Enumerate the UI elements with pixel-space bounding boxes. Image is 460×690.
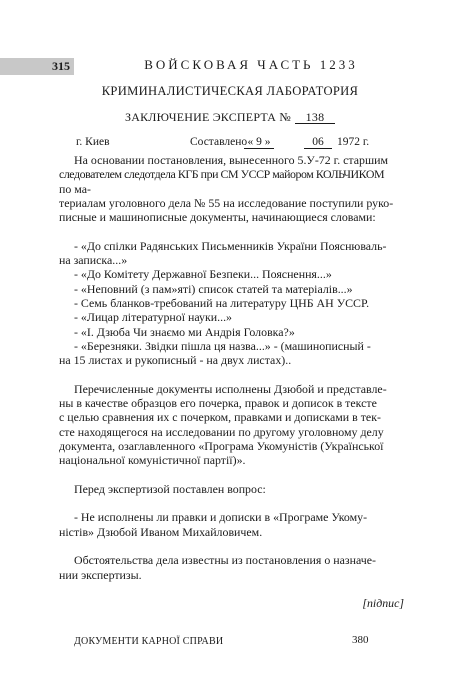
footer-title: ДОКУМЕНТИ КАРНОЇ СПРАВИ <box>74 636 224 647</box>
conclusion-heading <box>0 110 460 125</box>
spacer <box>59 539 404 553</box>
date-year: 1972 г. <box>337 136 370 148</box>
page-number: 315 <box>52 59 70 73</box>
para2-line: с целью сравнения их с почерком, правками и дописками в тек- <box>59 410 381 425</box>
intro-line: по ма- <box>59 181 91 196</box>
body-text <box>59 153 404 611</box>
date-month: 06 <box>304 136 332 149</box>
intro-line: На основании постановления, вынесенного 5.У-72 г. старшим <box>74 153 389 167</box>
list-line: на 15 листах и рукописный - на двух листах).. <box>59 353 292 368</box>
signature: [підпис] <box>362 596 404 611</box>
intro-line: следователем следотдела КГБ при СМ УССР майором КОЛЬЧИКОМ <box>59 167 385 182</box>
conclusion-label: ЗАКЛЮЧЕНИЕ ЭКСПЕРТА № <box>125 110 291 124</box>
city: г. Киев <box>76 136 110 148</box>
spacer <box>59 367 404 381</box>
unit-heading: ВОЙСКОВАЯ ЧАСТЬ 1233 <box>144 57 358 72</box>
spacer <box>59 582 404 596</box>
para2-line: національної комуністичної партії)». <box>59 453 246 468</box>
list-line: - «Лицар літературної науки...» <box>74 310 232 325</box>
spacer <box>59 224 404 238</box>
list-line: - Семь бланков-требований на литературу ЦНБ АН УССР. <box>74 295 370 310</box>
circumstances-line: нии экспертизы. <box>59 567 142 582</box>
para2-line: Перечисленные документы исполнены Дзюбой и представле- <box>74 381 387 396</box>
list-line: на записка...» <box>59 253 128 268</box>
spacer <box>59 468 404 482</box>
list-line: - «До спілки Радянських Письменників України Пояснюваль- <box>74 238 387 253</box>
conclusion-number: 138 <box>295 111 335 124</box>
date-day: « 9 » <box>244 136 274 149</box>
question-line: ністів» Дзюбой Иваном Михайловичем. <box>59 524 263 539</box>
list-line: - «Неповний (з пам»яті) список статей та матеріалів...» <box>74 281 353 296</box>
para2-line: ны в качестве образцов его почерка, правок и дописок в тексте <box>59 396 377 411</box>
lab-heading: КРИМИНАЛИСТИЧЕСКАЯ ЛАБОРАТОРИЯ <box>101 84 359 98</box>
dateline <box>0 136 460 152</box>
para2-line: документа, озаглавленного «Програма Укомуністів (Української <box>59 438 384 453</box>
question-line: - Не исполнены ли правки и дописки в «Програме Укому- <box>74 510 368 525</box>
question-intro: Перед экспертизой поставлен вопрос: <box>74 481 266 496</box>
list-line: - «І. Дзюба Чи знаємо ми Андрія Головка?» <box>74 324 295 339</box>
list-line: - «Березняки. Звідки пішла ця назва...» - (машинописный - <box>74 338 371 353</box>
para2-line: сте находящегося на исследовании по другому уголовному делу <box>59 424 384 439</box>
intro-line: териалам уголовного дела № 55 на исследование поступили руко- <box>59 195 394 210</box>
footer-page-number: 380 <box>352 634 369 646</box>
list-line: - «До Комітету Державної Безпеки... Пояснення...» <box>74 267 332 282</box>
intro-line: писные и машинописные документы, начинающиеся словами: <box>59 210 376 225</box>
composed-label: Составлено <box>190 136 248 148</box>
circumstances-line: Обстоятельства дела известны из постановления о назначе- <box>74 553 376 568</box>
spacer <box>59 496 404 510</box>
